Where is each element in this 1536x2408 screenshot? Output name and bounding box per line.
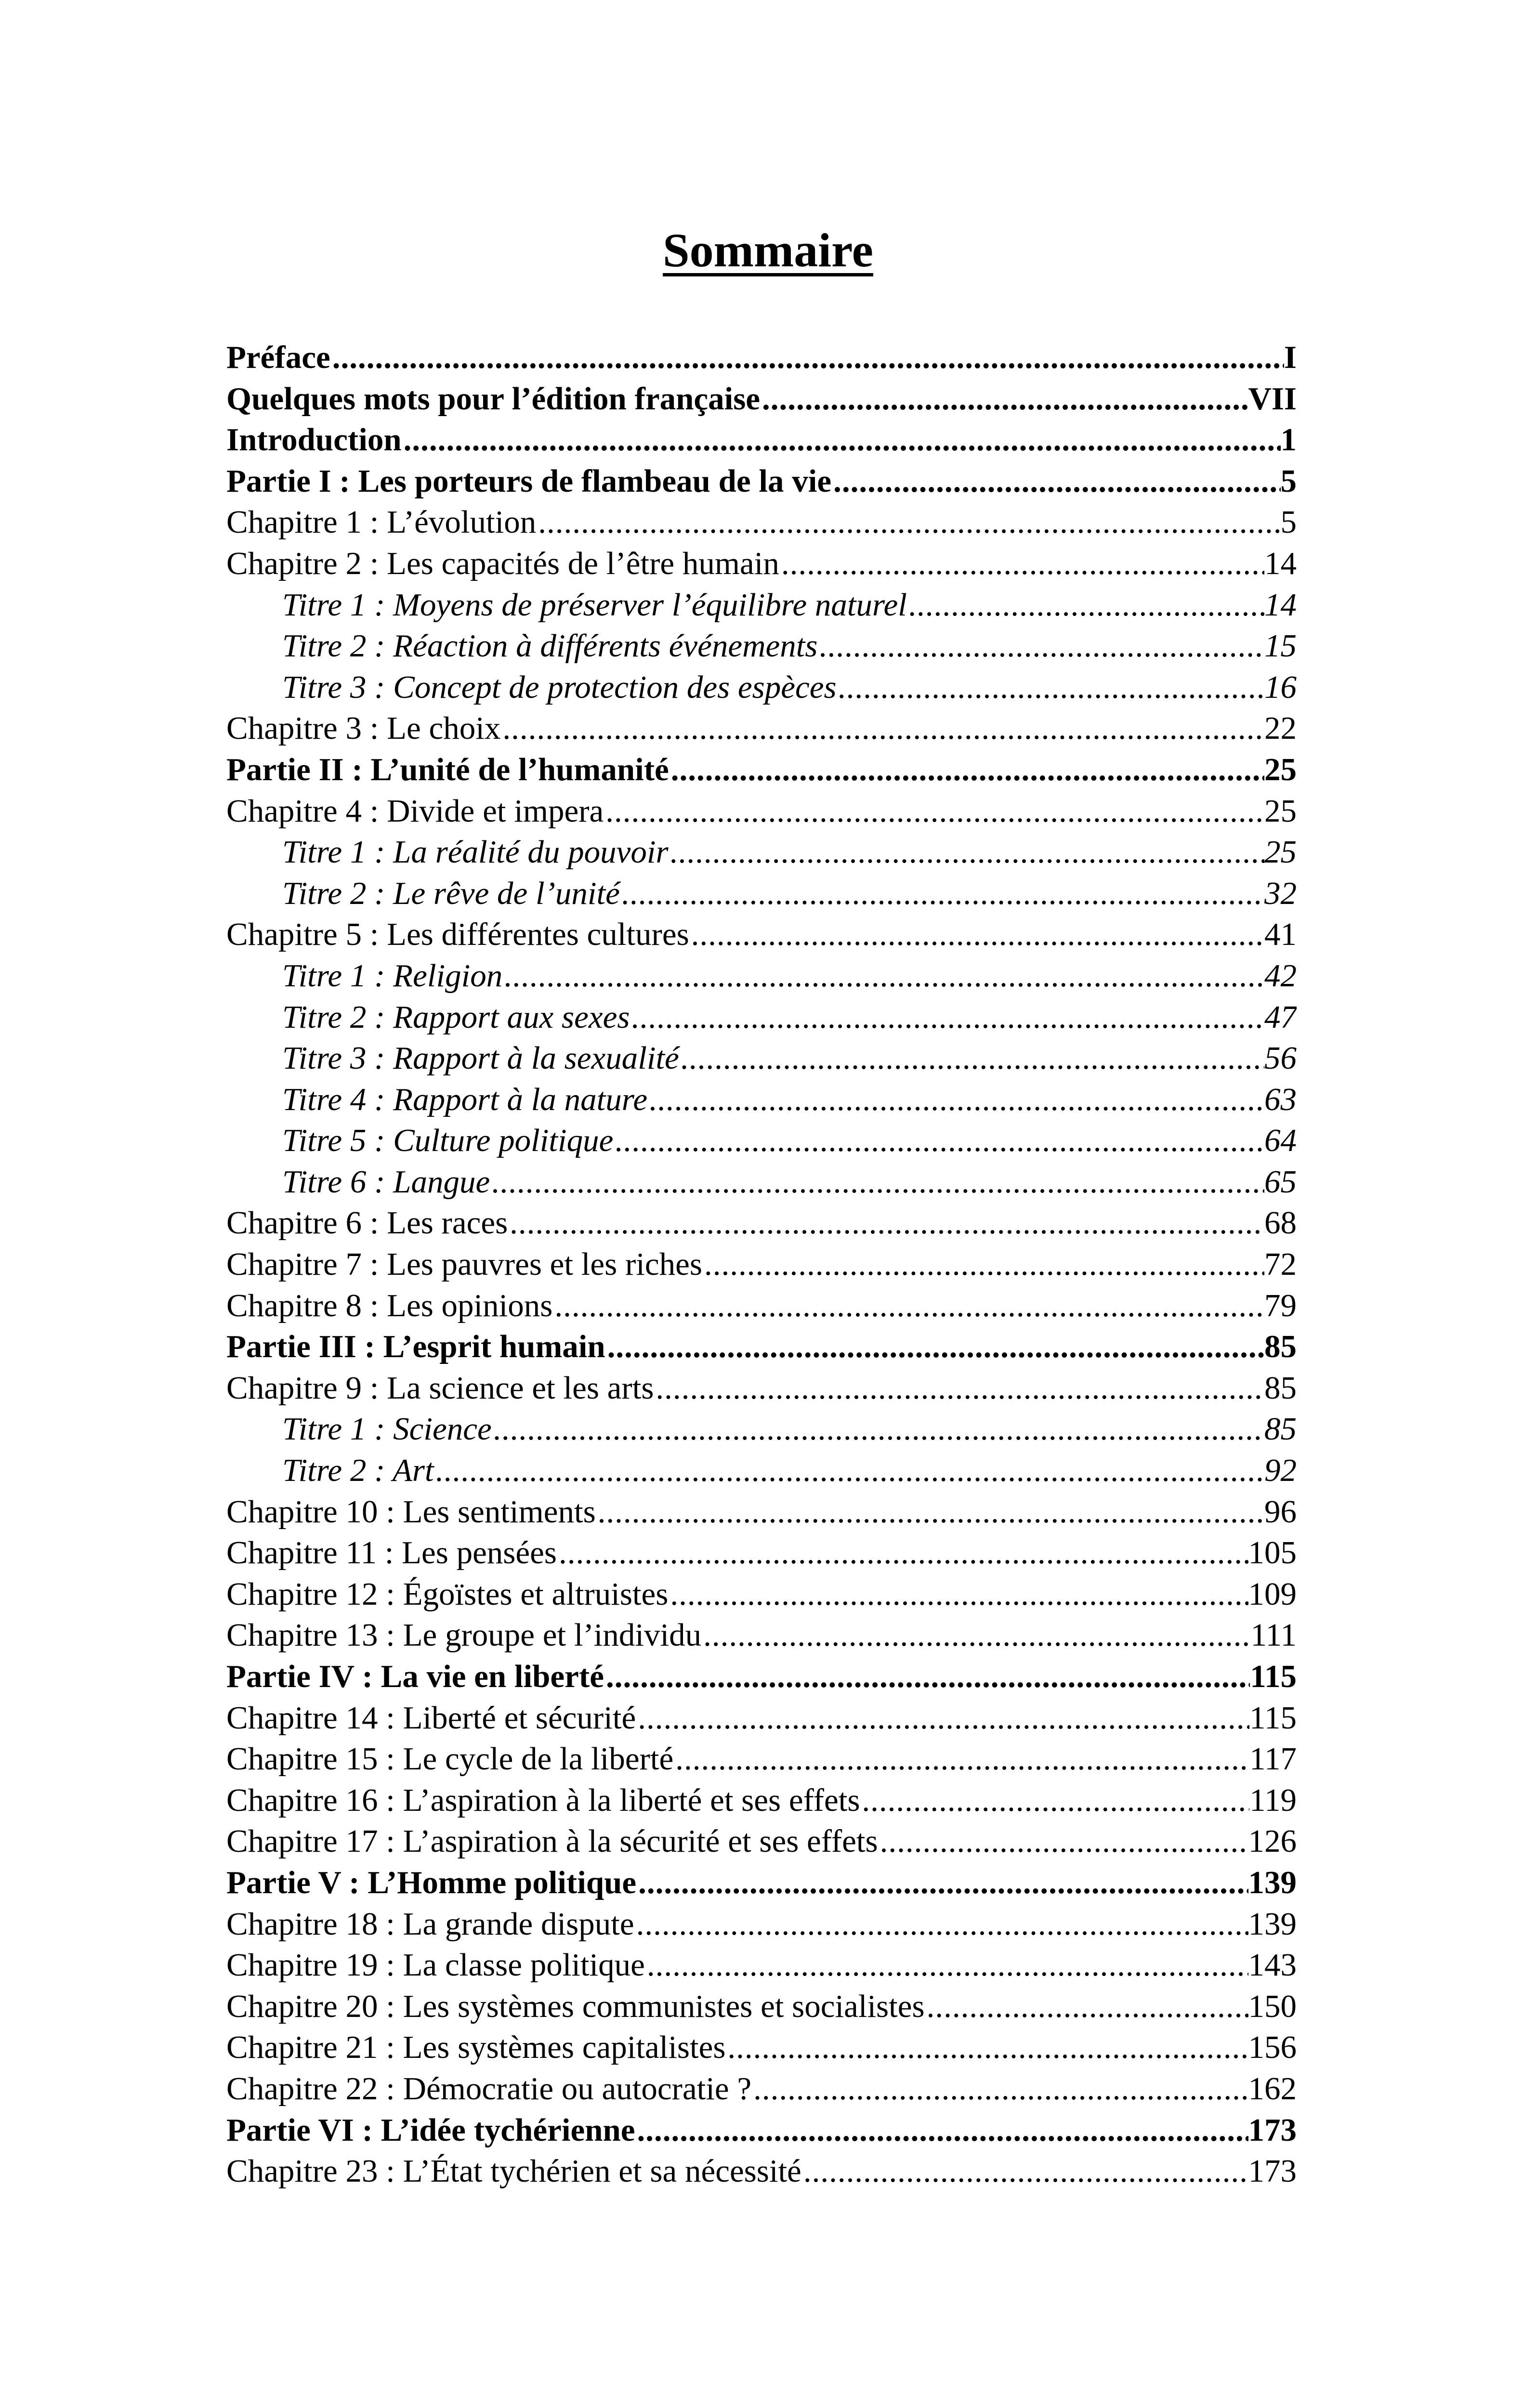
toc-entry-page-number: 92 <box>1264 1453 1297 1489</box>
toc-entry-page-number: 111 <box>1250 1617 1297 1653</box>
dot-leader <box>492 1409 1264 1450</box>
dot-leader <box>636 1698 1249 1739</box>
toc-entry-part <box>226 1862 1297 1904</box>
toc-entry-page-number: 115 <box>1250 1659 1297 1694</box>
toc-entry-label: Partie III : L’esprit humain <box>226 1329 605 1365</box>
toc-entry-label: Titre 2 : Réaction à différents événements <box>282 628 818 664</box>
toc-entry-label: Titre 1 : Science <box>282 1411 492 1447</box>
toc-entry-chapter <box>226 914 1297 955</box>
toc-entry-chapter <box>226 1574 1297 1615</box>
toc-entry-chapter <box>226 1244 1297 1285</box>
toc-entry-label: Chapitre 16 : L’aspiration à la liberté et ses effets <box>226 1782 860 1818</box>
toc-entry-page-number: 42 <box>1264 957 1297 994</box>
toc-entry-label: Chapitre 8 : Les opinions <box>226 1287 553 1323</box>
toc-entry-page-number: 15 <box>1264 628 1297 664</box>
dot-leader <box>689 914 1264 955</box>
toc-entry-page-number: 143 <box>1248 1947 1297 1983</box>
dot-leader <box>669 832 1264 873</box>
dot-leader <box>557 1532 1248 1574</box>
toc-entry-page-number: 68 <box>1264 1205 1297 1241</box>
toc-entry-label: Titre 4 : Rapport à la nature <box>282 1081 648 1117</box>
toc-entry-chapter <box>226 1904 1297 1945</box>
toc-entry-label: Chapitre 2 : Les capacités de l’être humain <box>226 545 779 581</box>
toc-entry-label: Chapitre 3 : Le choix <box>226 710 501 746</box>
toc-entry-page-number: 41 <box>1264 916 1297 953</box>
toc-entry-page-number: 96 <box>1264 1493 1297 1530</box>
dot-leader <box>878 1821 1248 1862</box>
dot-leader <box>604 1656 1250 1698</box>
toc-entry-sub <box>226 585 1297 626</box>
toc-entry-page-number: I <box>1284 340 1297 375</box>
dot-leader <box>760 379 1248 420</box>
dot-leader <box>702 1244 1264 1285</box>
toc-entry-part <box>226 379 1297 420</box>
toc-entry-page-number: 139 <box>1248 1906 1297 1942</box>
toc-entry-label: Partie I : Les porteurs de flambeau de la vie <box>226 463 832 499</box>
toc-entry-page-number: 139 <box>1248 1864 1297 1900</box>
toc-entry-page-number: 14 <box>1264 545 1297 581</box>
toc-entry-page-number: 5 <box>1280 463 1297 499</box>
toc-entry-label: Chapitre 13 : Le groupe et l’individu <box>226 1617 702 1653</box>
dot-leader <box>801 2151 1248 2192</box>
toc-entry-label: Chapitre 20 : Les systèmes communistes et socialistes <box>226 1988 925 2024</box>
toc-entry-sub <box>226 955 1297 997</box>
toc-entry-page-number: 16 <box>1264 669 1297 705</box>
toc-entry-sub <box>226 1120 1297 1162</box>
toc-entry-chapter <box>226 502 1297 543</box>
dot-leader <box>508 1203 1264 1244</box>
page-title: Sommaire <box>663 223 873 277</box>
toc-entry-page-number: 85 <box>1264 1329 1297 1365</box>
toc-entry-page-number: 64 <box>1264 1123 1297 1159</box>
dot-leader <box>500 708 1264 749</box>
toc-entry-page-number: 173 <box>1248 2153 1297 2189</box>
dot-leader <box>402 419 1281 461</box>
toc-entry-label: Chapitre 12 : Égoïstes et altruistes <box>226 1576 669 1612</box>
toc-entry-page-number: VII <box>1248 380 1297 417</box>
dot-leader <box>536 502 1280 543</box>
toc-entry-page-number: 25 <box>1264 834 1297 870</box>
dot-leader <box>907 585 1264 626</box>
dot-leader <box>725 2027 1248 2068</box>
toc-entry-page-number: 79 <box>1264 1287 1297 1323</box>
toc-entry-label: Chapitre 23 : L’État tychérien et sa nécessité <box>226 2153 801 2189</box>
toc-entry-page-number: 22 <box>1264 710 1297 746</box>
dot-leader <box>620 873 1264 915</box>
toc-entry-sub <box>226 1079 1297 1121</box>
dot-leader <box>679 1038 1264 1079</box>
toc-entry-label: Titre 1 : La réalité du pouvoir <box>282 834 669 870</box>
toc-entry-label: Quelques mots pour l’édition française <box>226 380 761 417</box>
toc-entry-label: Partie V : L’Homme politique <box>226 1864 637 1900</box>
toc-entry-chapter <box>226 2068 1297 2110</box>
toc-entry-sub <box>226 832 1297 873</box>
toc-entry-label: Partie II : L’unité de l’humanité <box>226 751 669 787</box>
toc-entry-chapter <box>226 1532 1297 1574</box>
toc-entry-page-number: 32 <box>1264 875 1297 911</box>
dot-leader <box>860 1780 1249 1821</box>
table-of-contents <box>226 337 1297 2192</box>
toc-entry-label: Partie IV : La vie en liberté <box>226 1659 604 1694</box>
toc-entry-chapter <box>226 791 1297 832</box>
toc-entry-chapter <box>226 1986 1297 2028</box>
toc-entry-page-number: 25 <box>1264 751 1297 787</box>
dot-leader <box>552 1285 1264 1327</box>
dot-leader <box>673 1739 1249 1780</box>
toc-entry-label: Chapitre 10 : Les sentiments <box>226 1493 596 1530</box>
toc-entry-label: Partie VI : L’idée tychérienne <box>226 2112 635 2148</box>
toc-entry-page-number: 1 <box>1280 422 1297 458</box>
dot-leader <box>837 667 1264 708</box>
toc-entry-label: Titre 2 : Rapport aux sexes <box>282 999 630 1035</box>
toc-entry-chapter <box>226 1698 1297 1739</box>
toc-entry-page-number: 72 <box>1264 1246 1297 1283</box>
toc-entry-chapter <box>226 1615 1297 1656</box>
toc-entry-label: Chapitre 4 : Divide et impera <box>226 793 604 829</box>
toc-entry-part <box>226 461 1297 502</box>
toc-entry-page-number: 105 <box>1248 1535 1297 1571</box>
toc-entry-page-number: 117 <box>1249 1741 1297 1777</box>
toc-entry-chapter <box>226 1285 1297 1327</box>
toc-entry-label: Titre 1 : Religion <box>282 957 503 994</box>
toc-entry-page-number: 85 <box>1264 1411 1297 1447</box>
toc-entry-label: Titre 5 : Culture politique <box>282 1123 614 1159</box>
toc-entry-chapter <box>226 1780 1297 1821</box>
toc-entry-label: Chapitre 17 : L’aspiration à la sécurité et ses effets <box>226 1823 878 1859</box>
toc-entry-page-number: 63 <box>1264 1081 1297 1117</box>
toc-entry-page-number: 85 <box>1264 1370 1297 1406</box>
toc-entry-label: Chapitre 15 : Le cycle de la liberté <box>226 1741 674 1777</box>
dot-leader <box>604 791 1264 832</box>
toc-entry-label: Chapitre 19 : La classe politique <box>226 1947 645 1983</box>
toc-entry-label: Chapitre 11 : Les pensées <box>226 1535 557 1571</box>
toc-entry-chapter <box>226 1203 1297 1244</box>
toc-entry-page-number: 115 <box>1249 1700 1297 1736</box>
toc-entry-part <box>226 749 1297 791</box>
toc-entry-chapter <box>226 1368 1297 1409</box>
toc-entry-page-number: 25 <box>1264 793 1297 829</box>
toc-entry-sub <box>226 626 1297 667</box>
dot-leader <box>701 1615 1250 1656</box>
dot-leader <box>751 2068 1248 2110</box>
toc-entry-chapter <box>226 708 1297 749</box>
toc-entry-page-number: 56 <box>1264 1040 1297 1076</box>
toc-entry-label: Chapitre 1 : L’évolution <box>226 504 537 540</box>
toc-entry-sub <box>226 873 1297 915</box>
toc-entry-label: Titre 1 : Moyens de préserver l’équilibre naturel <box>282 587 907 623</box>
toc-entry-part <box>226 419 1297 461</box>
dot-leader <box>502 955 1264 997</box>
toc-entry-sub <box>226 1409 1297 1450</box>
toc-entry-page-number: 14 <box>1264 587 1297 623</box>
dot-leader <box>817 626 1264 667</box>
dot-leader <box>636 1862 1248 1904</box>
toc-entry-label: Chapitre 7 : Les pauvres et les riches <box>226 1246 702 1283</box>
toc-entry-label: Chapitre 14 : Liberté et sécurité <box>226 1700 636 1736</box>
toc-entry-page-number: 173 <box>1248 2112 1297 2148</box>
toc-entry-label: Titre 2 : Le rêve de l’unité <box>282 875 620 911</box>
toc-entry-sub <box>226 1450 1297 1492</box>
dot-leader <box>635 2110 1248 2151</box>
toc-entry-label: Titre 3 : Concept de protection des espèces <box>282 669 837 705</box>
dot-leader <box>330 337 1284 379</box>
dot-leader <box>925 1986 1248 2028</box>
toc-entry-page-number: 162 <box>1248 2070 1297 2107</box>
dot-leader <box>434 1450 1264 1492</box>
toc-entry-label: Préface <box>226 340 330 375</box>
toc-entry-page-number: 47 <box>1264 999 1297 1035</box>
toc-entry-label: Chapitre 9 : La science et les arts <box>226 1370 654 1406</box>
toc-entry-chapter <box>226 1492 1297 1533</box>
dot-leader <box>605 1326 1264 1368</box>
dot-leader <box>831 461 1280 502</box>
dot-leader <box>647 1079 1264 1121</box>
toc-entry-label: Titre 3 : Rapport à la sexualité <box>282 1040 679 1076</box>
dot-leader <box>668 1574 1248 1615</box>
toc-entry-sub <box>226 1162 1297 1203</box>
toc-entry-sub <box>226 1038 1297 1079</box>
toc-entry-part <box>226 1326 1297 1368</box>
dot-leader <box>654 1368 1264 1409</box>
toc-entry-chapter <box>226 543 1297 585</box>
toc-entry-chapter <box>226 1821 1297 1862</box>
dot-leader <box>634 1904 1248 1945</box>
toc-entry-sub <box>226 667 1297 708</box>
toc-entry-label: Titre 6 : Langue <box>282 1164 490 1200</box>
toc-entry-chapter <box>226 1945 1297 1986</box>
toc-entry-page-number: 65 <box>1264 1164 1297 1200</box>
toc-entry-label: Introduction <box>226 422 402 458</box>
toc-entry-chapter <box>226 1739 1297 1780</box>
toc-entry-label: Chapitre 5 : Les différentes cultures <box>226 916 689 953</box>
dot-leader <box>613 1120 1264 1162</box>
toc-entry-part <box>226 337 1297 379</box>
dot-leader <box>645 1945 1248 1986</box>
toc-entry-part <box>226 2110 1297 2151</box>
toc-entry-page-number: 109 <box>1248 1576 1297 1612</box>
toc-entry-chapter <box>226 2151 1297 2192</box>
toc-entry-label: Chapitre 6 : Les races <box>226 1205 508 1241</box>
toc-entry-page-number: 5 <box>1280 504 1297 540</box>
toc-entry-label: Titre 2 : Art <box>282 1453 434 1489</box>
toc-entry-page-number: 126 <box>1248 1823 1297 1859</box>
toc-entry-label: Chapitre 22 : Démocratie ou autocratie ? <box>226 2070 752 2107</box>
toc-entry-part <box>226 1656 1297 1698</box>
toc-entry-page-number: 119 <box>1249 1782 1297 1818</box>
dot-leader <box>630 997 1264 1038</box>
toc-entry-page-number: 150 <box>1248 1988 1297 2024</box>
toc-entry-chapter <box>226 2027 1297 2068</box>
toc-entry-page-number: 156 <box>1248 2029 1297 2066</box>
toc-entry-label: Chapitre 18 : La grande dispute <box>226 1906 634 1942</box>
toc-entry-label: Chapitre 21 : Les systèmes capitalistes <box>226 2029 726 2066</box>
dot-leader <box>490 1162 1264 1203</box>
toc-entry-sub <box>226 997 1297 1038</box>
dot-leader <box>669 749 1264 791</box>
dot-leader <box>596 1492 1264 1533</box>
dot-leader <box>779 543 1264 585</box>
